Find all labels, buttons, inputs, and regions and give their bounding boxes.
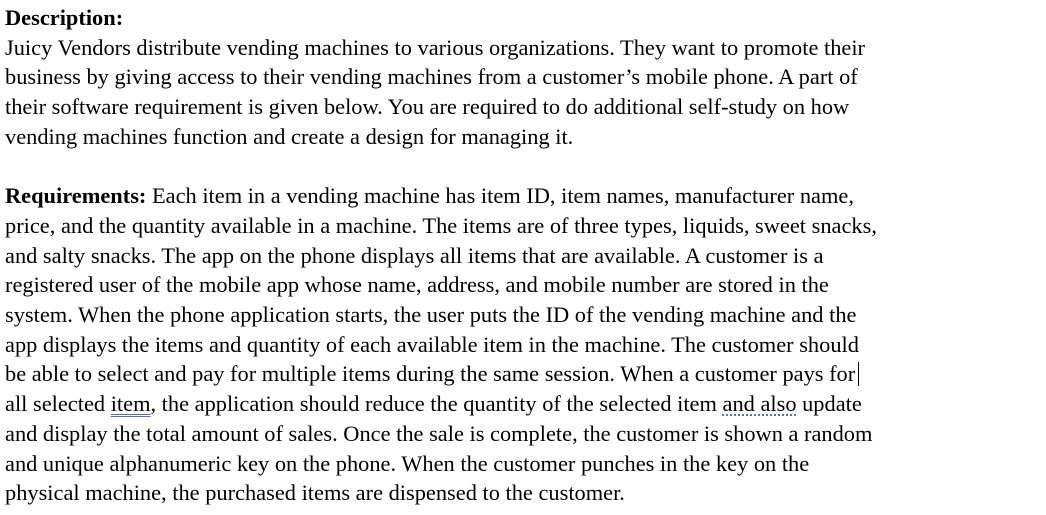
requirements-text: , the application should reduce the quantity of the selected item	[150, 391, 723, 417]
paragraph-spacer	[5, 152, 1035, 182]
description-line: their software requirement is given below. You are required to do additional self-study on how	[5, 94, 850, 120]
grammar-flag-and-also[interactable]: and also	[722, 391, 797, 417]
text-cursor[interactable]	[858, 362, 859, 386]
requirements-line-with-caret	[5, 359, 1035, 389]
requirements-text: Each item in a vending machine has item ID, item names, manufacturer name,	[146, 183, 854, 209]
requirements-line: system. When the phone application starts, the user puts the ID of the vending machine and the	[5, 302, 857, 328]
requirements-line: physical machine, the purchased items are dispensed to the customer.	[5, 480, 625, 506]
requirements-text: be able to select and pay for multiple items during the same session. When a customer pays for	[5, 361, 856, 387]
requirements-line: app displays the items and quantity of each available item in the machine. The customer should	[5, 331, 859, 357]
description-line: business by giving access to their vending machines from a customer’s mobile phone. A part of	[5, 64, 858, 90]
requirements-text: update	[796, 391, 862, 417]
description-line: vending machines function and create a design for managing it.	[5, 123, 574, 149]
requirements-line-marked	[5, 389, 1035, 419]
requirements-line: and unique alphanumeric key on the phone. When the customer punches in the key on the	[5, 450, 810, 476]
description-line: Juicy Vendors distribute vending machines to various organizations. They want to promote their	[5, 34, 866, 60]
requirements-line: price, and the quantity available in a machine. The items are of three types, liquids, sweet snacks,	[5, 212, 877, 238]
description-heading: Description:	[5, 5, 124, 30]
requirements-line: and salty snacks. The app on the phone displays all items that are available. A customer is a	[5, 242, 824, 268]
grammar-flag-item[interactable]: item	[110, 391, 151, 417]
requirements-first-line	[5, 181, 1035, 211]
requirements-heading: Requirements:	[5, 183, 147, 209]
requirements-line: and display the total amount of sales. Once the sale is complete, the customer is shown a random	[5, 420, 873, 446]
document-body	[5, 3, 1035, 508]
requirements-text: all selected	[5, 391, 111, 417]
requirements-line: registered user of the mobile app whose name, address, and mobile number are stored in the	[5, 272, 829, 298]
